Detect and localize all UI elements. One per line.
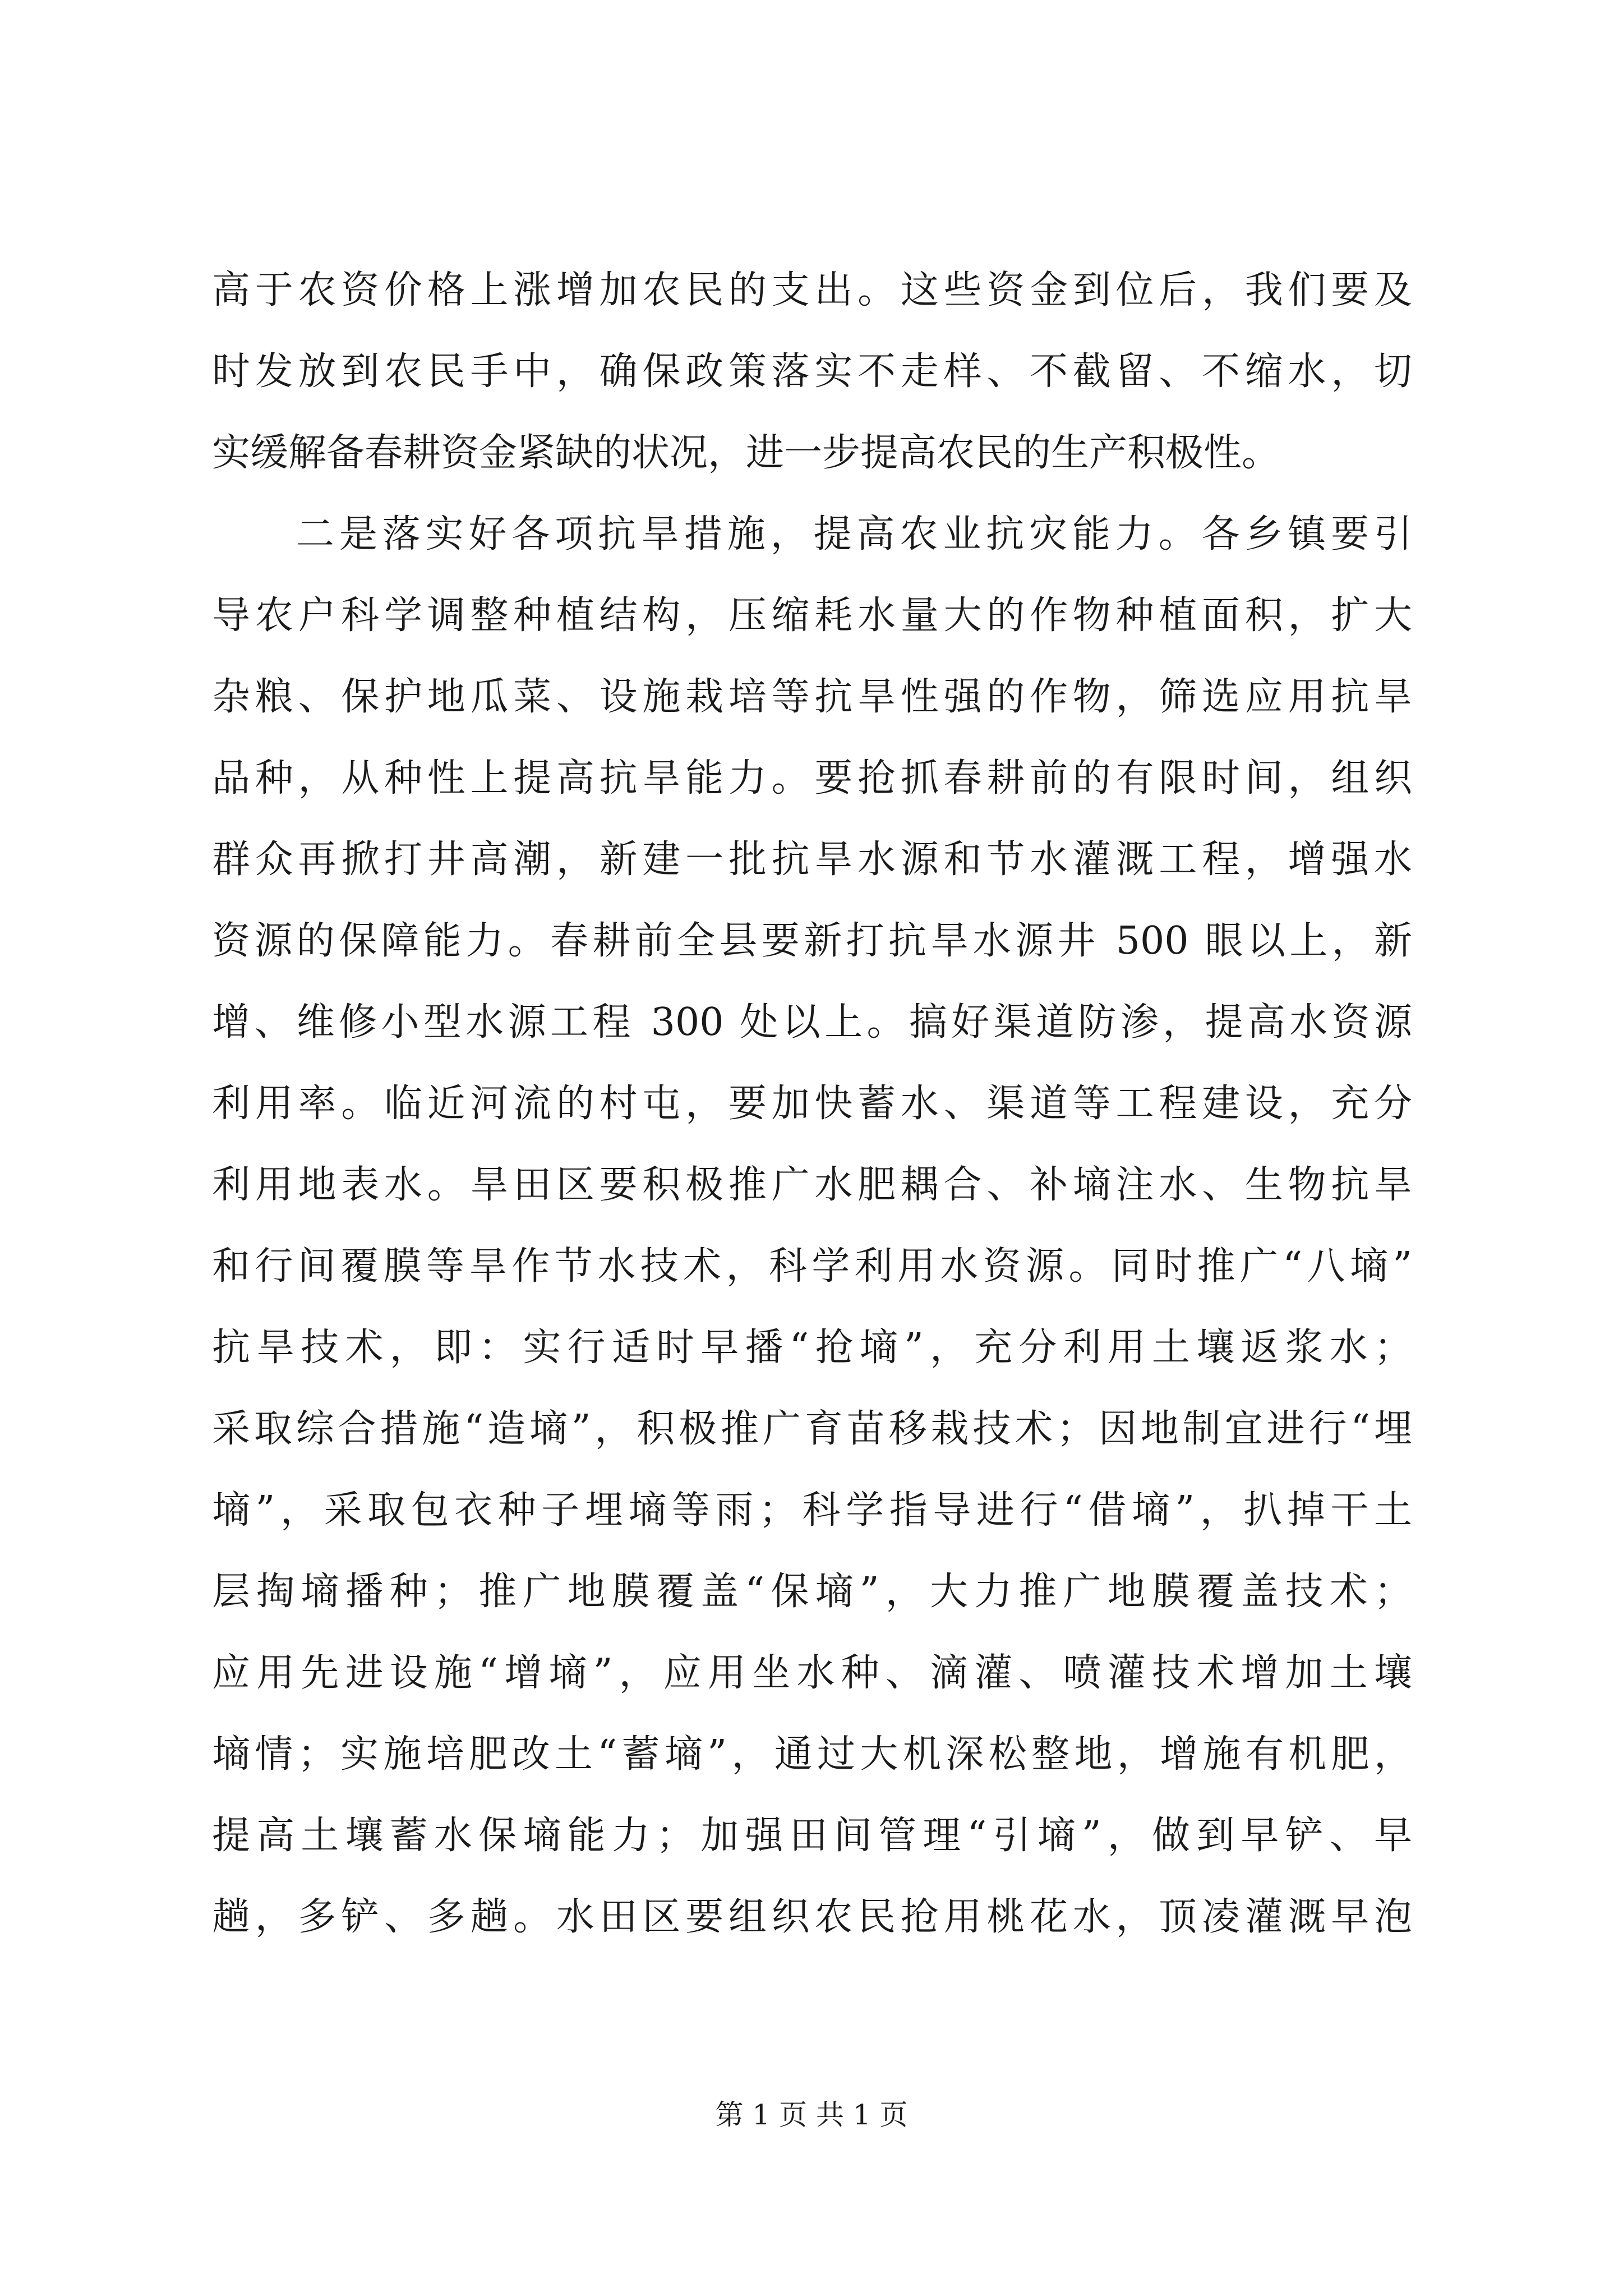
text-line: 杂粮、保护地瓜菜、设施栽培等抗旱性强的作物，筛选应用抗旱 bbox=[212, 675, 1412, 719]
text-line: 采取综合措施“造墒”，积极推广育苗移栽技术；因地制宜进行“埋 bbox=[212, 1407, 1412, 1451]
text-line: 提高土壤蓄水保墒能力；加强田间管理“引墒”，做到早铲、早 bbox=[212, 1814, 1412, 1858]
text-line: 墒情；实施培肥改土“蓄墒”，通过大机深松整地，增施有机肥， bbox=[212, 1732, 1412, 1777]
text-line: 实缓解备春耕资金紧缺的状况，进一步提高农民的生产积极性。 bbox=[212, 431, 1280, 475]
text-line: 层掏墒播种；推广地膜覆盖“保墒”，大力推广地膜覆盖技术； bbox=[212, 1570, 1412, 1614]
text-line: 利用地表水。旱田区要积极推广水肥耦合、补墒注水、生物抗旱 bbox=[212, 1163, 1412, 1207]
text-line: 资源的保障能力。春耕前全县要新打抗旱水源井 500 眼以上，新 bbox=[212, 919, 1412, 963]
text-line: 增、维修小型水源工程 300 处以上。搞好渠道防渗，提高水资源 bbox=[212, 1000, 1412, 1045]
text-line: 利用率。临近河流的村屯，要加快蓄水、渠道等工程建设，充分 bbox=[212, 1082, 1412, 1126]
paragraph-first-line: 二是落实好各项抗旱措施，提高农业抗灾能力。各乡镇要引 bbox=[296, 512, 1412, 556]
body-text bbox=[212, 250, 1412, 1958]
text-line: 时发放到农民手中，确保政策落实不走样、不截留、不缩水，切 bbox=[212, 349, 1412, 394]
text-line: 应用先进设施“增墒”，应用坐水种、滴灌、喷灌技术增加土壤 bbox=[212, 1651, 1412, 1695]
text-line: 墒”，采取包衣种子埋墒等雨；科学指导进行“借墒”，扒掉干土 bbox=[212, 1488, 1412, 1533]
text-line: 和行间覆膜等旱作节水技术，科学利用水资源。同时推广“八墒” bbox=[212, 1244, 1412, 1289]
text-line: 群众再掀打井高潮，新建一批抗旱水源和节水灌溉工程，增强水 bbox=[212, 838, 1412, 882]
text-line: 抗旱技术，即：实行适时早播“抢墒”，充分利用土壤返浆水； bbox=[212, 1326, 1412, 1370]
text-line: 导农户科学调整种植结构，压缩耗水量大的作物种植面积，扩大 bbox=[212, 593, 1412, 638]
text-line: 品种，从种性上提高抗旱能力。要抢抓春耕前的有限时间，组织 bbox=[212, 756, 1412, 800]
text-line: 高于农资价格上涨增加农民的支出。这些资金到位后，我们要及 bbox=[212, 268, 1412, 312]
text-line: 趟，多铲、多趟。水田区要组织农民抢用桃花水，顶凌灌溉早泡 bbox=[212, 1895, 1412, 1939]
page-footer: 第 1 页 共 1 页 bbox=[715, 2099, 908, 2131]
